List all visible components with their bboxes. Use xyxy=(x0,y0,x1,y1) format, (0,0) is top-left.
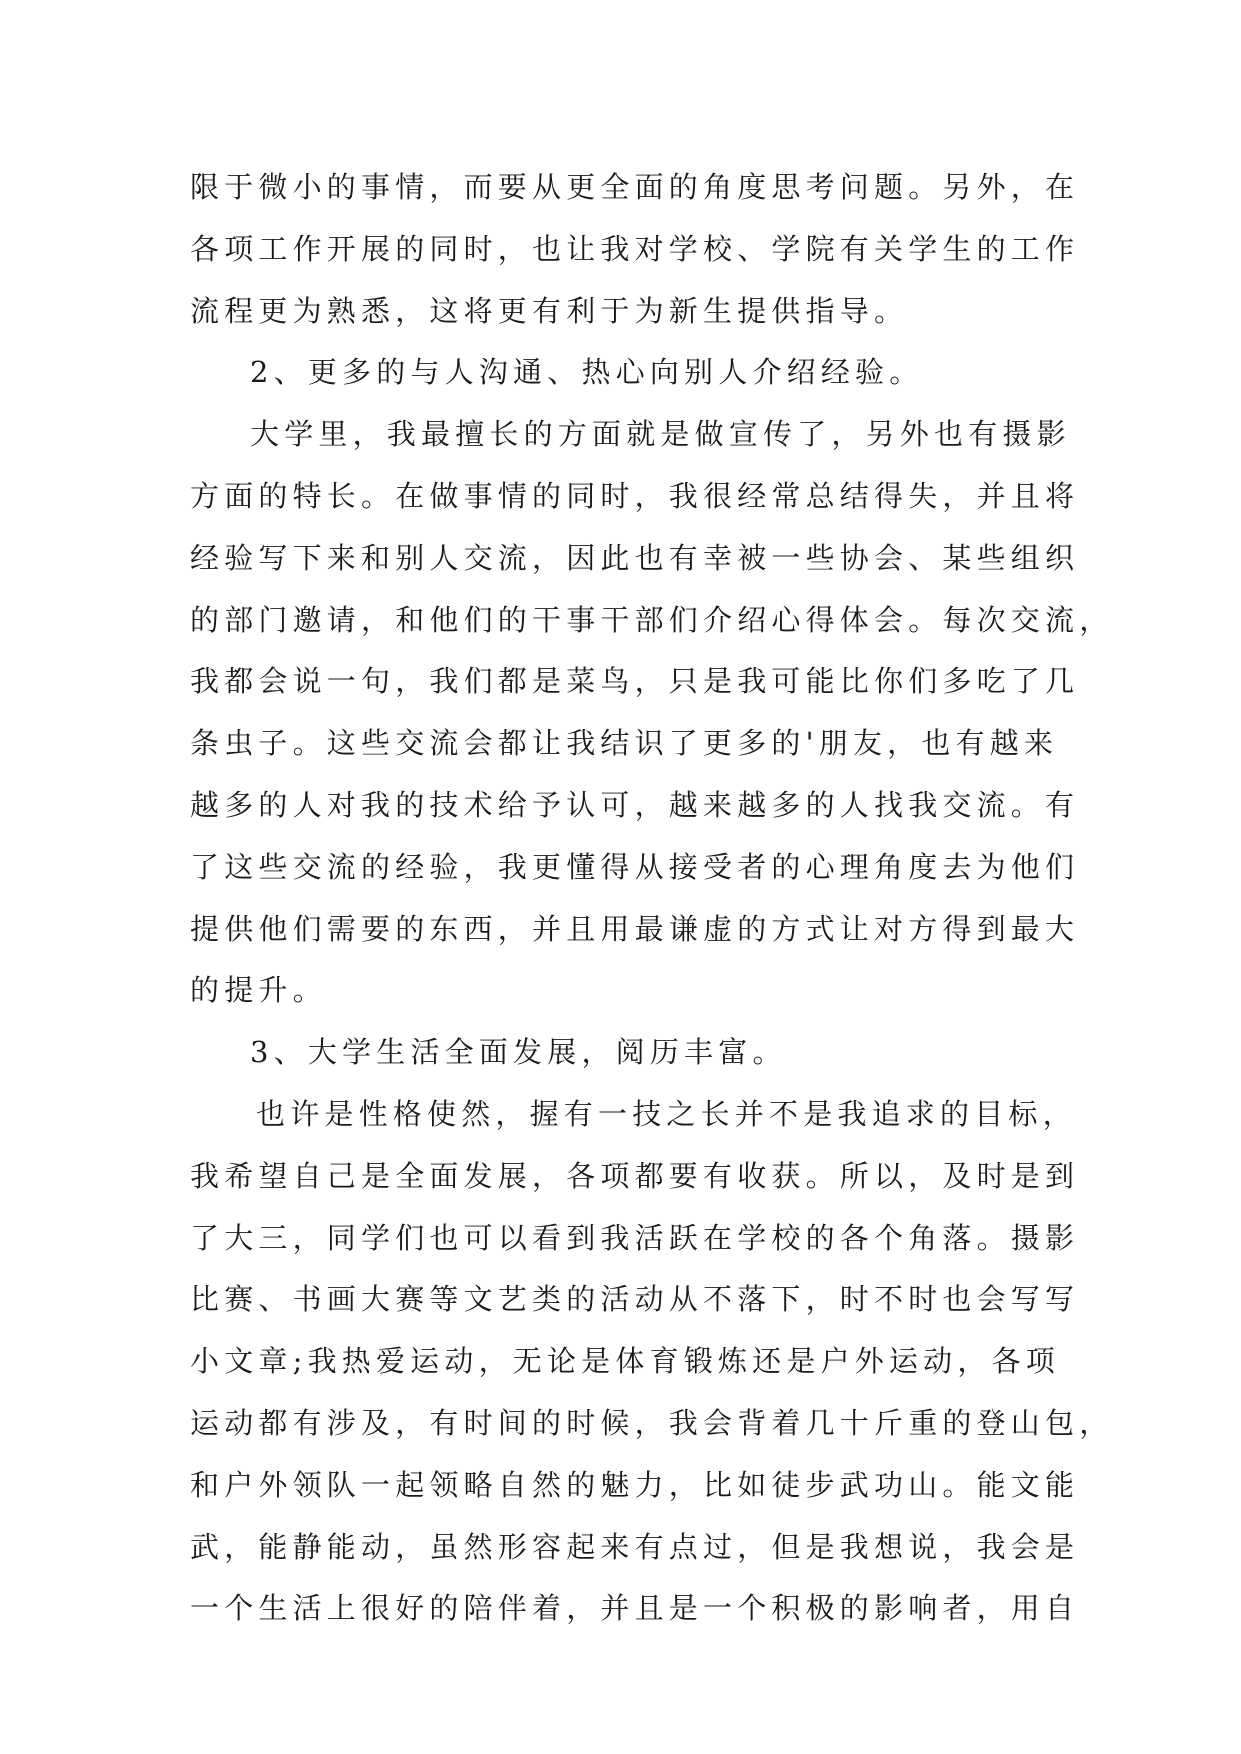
document-body xyxy=(190,157,1114,1640)
text-line: 也许是性格使然，握有一技之长并不是我追求的目标， xyxy=(256,1096,1077,1131)
text-line: 提供他们需要的东西，并且用最谦虚的方式让对方得到最大 xyxy=(190,911,1080,946)
text-line: 了这些交流的经验，我更懂得从接受者的心理角度去为他们 xyxy=(190,849,1080,884)
text-line: 小文章;我热爱运动，无论是体育锻炼还是户外运动，各项 xyxy=(190,1344,1060,1379)
text-line: 一个生活上很好的陪伴着，并且是一个积极的影响者，用自 xyxy=(190,1591,1080,1626)
text-line: 各项工作开展的同时，也让我对学校、学院有关学生的工作 xyxy=(190,231,1080,266)
text-line: 经验写下来和别人交流，因此也有幸被一些协会、某些组织 xyxy=(190,540,1080,575)
text-line: 方面的特长。在做事情的同时，我很经常总结得失，并且将 xyxy=(190,478,1080,513)
text-line: 大学里，我最擅长的方面就是做宣传了，另外也有摄影 xyxy=(250,417,1071,452)
text-line: 的部门邀请，和他们的干事干部们介绍心得体会。每次交流， xyxy=(190,602,1114,637)
text-line: 了大三，同学们也可以看到我活跃在学校的各个角落。摄影 xyxy=(190,1220,1080,1255)
text-line: 和户外领队一起领略自然的魅力，比如徒步武功山。能文能 xyxy=(190,1467,1080,1502)
text-line: 运动都有涉及，有时间的时候，我会背着几十斤重的登山包， xyxy=(190,1405,1114,1440)
text-line: 的提升。 xyxy=(190,973,327,1008)
section-heading: 2、更多的与人沟通、热心向别人介绍经验。 xyxy=(250,355,924,390)
text-line: 限于微小的事情，而要从更全面的角度思考问题。另外，在 xyxy=(190,170,1080,204)
text-line: 武，能静能动，虽然形容起来有点过，但是我想说，我会是 xyxy=(190,1529,1080,1564)
text-line: 条虫子。这些交流会都让我结识了更多的'朋友，也有越来 xyxy=(190,726,1059,761)
section-heading: 3、大学生活全面发展，阅历丰富。 xyxy=(250,1035,787,1070)
text-line: 比赛、书画大赛等文艺类的活动从不落下，时不时也会写写 xyxy=(190,1282,1080,1317)
text-line: 流程更为熟悉，这将更有利于为新生提供指导。 xyxy=(190,293,909,328)
text-line: 我希望自己是全面发展，各项都要有收获。所以，及时是到 xyxy=(190,1158,1080,1193)
text-line: 我都会说一句，我们都是菜鸟，只是我可能比你们多吃了几 xyxy=(190,664,1080,699)
text-line: 越多的人对我的技术给予认可，越来越多的人找我交流。有 xyxy=(190,787,1080,822)
